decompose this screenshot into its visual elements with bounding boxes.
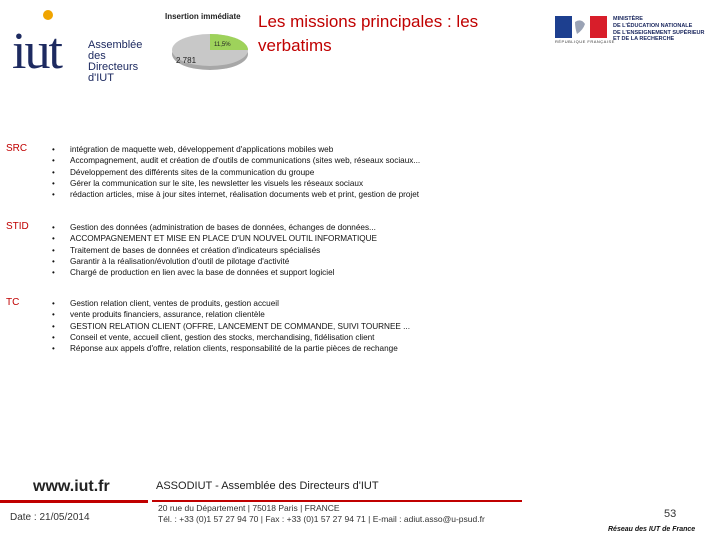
ministry-line: MINISTÈRE [613,16,643,22]
logo-wordmark: iut [12,23,61,80]
list-item [52,298,410,309]
list-item-text: intégration de maquette web, développement d'applications mobiles web [70,145,334,154]
website-link[interactable]: www.iut.fr [33,478,110,495]
list-item [52,256,377,267]
address-line: 20 rue du Département | 75018 Paris | FRANCE [158,503,340,513]
list-item-text: Garantir à la réalisation/évolution d'outil de pilotage d'activité [70,256,290,266]
list-item-text: Réponse aux appels d'offre, relation clients, responsabilité de la partie pièces de rechange [70,344,398,354]
section-list-tc [52,298,410,354]
list-item [52,321,410,332]
bullet-icon: • [52,156,55,166]
pie-label-big: 2 781 [176,56,197,65]
bullet-icon: • [52,178,55,188]
bullet-icon: • [52,167,55,177]
ministry-logo [555,16,715,48]
bullet-icon: • [52,234,55,244]
logo-subtitle-line: des Directeurs [88,50,139,73]
list-item [52,267,377,278]
list-item [52,189,420,200]
list-item-text: ACCOMPAGNEMENT ET MISE EN PLACE D'UN NOUVEL OUTIL INFORMATIQUE [70,234,377,244]
contact-line: Tél. : +33 (0)1 57 27 94 70 | Fax : +33 (0)1 57 27 94 71 | E-mail : adiut.asso@u-psud.fr [158,514,485,524]
bullet-icon: • [52,223,55,232]
list-item-text: Conseil et vente, accueil client, gestion des stocks, merchandising, fidélisation client [70,332,375,342]
flag-caption: RÉPUBLIQUE FRANÇAISE [555,39,615,44]
marianne-flag-icon [555,16,607,38]
section-label-tc: TC [6,297,20,308]
list-item-text: Gestion des données (administration de bases de données, échanges de données... [70,223,376,232]
list-item [52,245,377,256]
logo-subtitle-line: d'IUT [88,72,114,84]
list-item [52,343,410,354]
network-signature: Réseau des IUT de France [608,526,696,533]
list-item [52,178,420,189]
slide-date: Date : 21/05/2014 [10,512,90,523]
organization-name: ASSODIUT - Assemblée des Directeurs d'IUT [156,480,379,492]
bullet-icon: • [52,145,55,154]
list-item [52,332,410,343]
ministry-line: ET DE LA RECHERCHE [613,36,675,43]
bullet-icon: • [52,256,55,266]
pie-svg [160,10,260,72]
bullet-icon: • [52,245,55,255]
footer-divider [152,500,522,502]
list-item-text: Gestion relation client, ventes de produits, gestion accueil [70,299,279,308]
list-item-text: Gérer la communication sur le site, les newsletter les visuels les réseaux sociaux [70,178,364,188]
section-list-stid [52,222,377,278]
list-item [52,155,421,166]
ministry-name [613,16,704,43]
list-item-text: Développement des différents sites de la communication du groupe [70,167,315,177]
ministry-line: DE L'ÉDUCATION NATIONALE [613,22,693,29]
logo-dot-icon [41,8,55,22]
bullet-icon: • [52,332,55,342]
list-item-text: Accompagnement, audit et création de d'outils de communications (sites web, réseaux sociaux... [70,156,421,166]
footer-divider [0,500,148,503]
bullet-icon: • [52,190,55,200]
bullet-icon: • [52,344,55,354]
list-item-text: Chargé de production en lien avec la base de données et support logiciel [70,268,335,278]
list-item [52,309,410,320]
pie-label-small: 11,5% [214,42,231,48]
list-item [52,233,377,244]
logo-subtitle-line: Assemblée [88,39,143,51]
list-item-text: rédaction articles, mise à jour sites internet, réalisation documents web et print, gestion de projet [70,190,420,200]
list-item [52,222,377,233]
pie-title: Insertion immédiate [165,12,241,21]
list-item-text: Traitement de bases de données et création d'indicateurs spécialisés [70,245,321,255]
bullet-icon: • [52,268,55,278]
logo-subtitle [88,40,147,84]
insertion-pie-chart [160,10,260,72]
page-number: 53 [664,508,677,520]
section-list-src [52,144,421,200]
iut-logo [12,4,147,84]
list-item-text: vente produits financiers, assurance, relation clientèle [70,310,265,320]
bullet-icon: • [52,310,55,320]
section-label-stid: STID [6,221,29,232]
bullet-icon: • [52,299,55,308]
section-label-src: SRC [6,143,28,154]
list-item [52,144,420,155]
ministry-line: DE L'ENSEIGNEMENT SUPÉRIEUR [613,29,705,36]
bullet-icon: • [52,321,55,331]
list-item-text: GESTION RELATION CLIENT (OFFRE, LANCEMENT DE COMMANDE, SUIVI TOURNEE ... [70,321,410,331]
list-item [52,167,420,178]
slide-title: Les missions principales : les verbatims [258,12,479,55]
